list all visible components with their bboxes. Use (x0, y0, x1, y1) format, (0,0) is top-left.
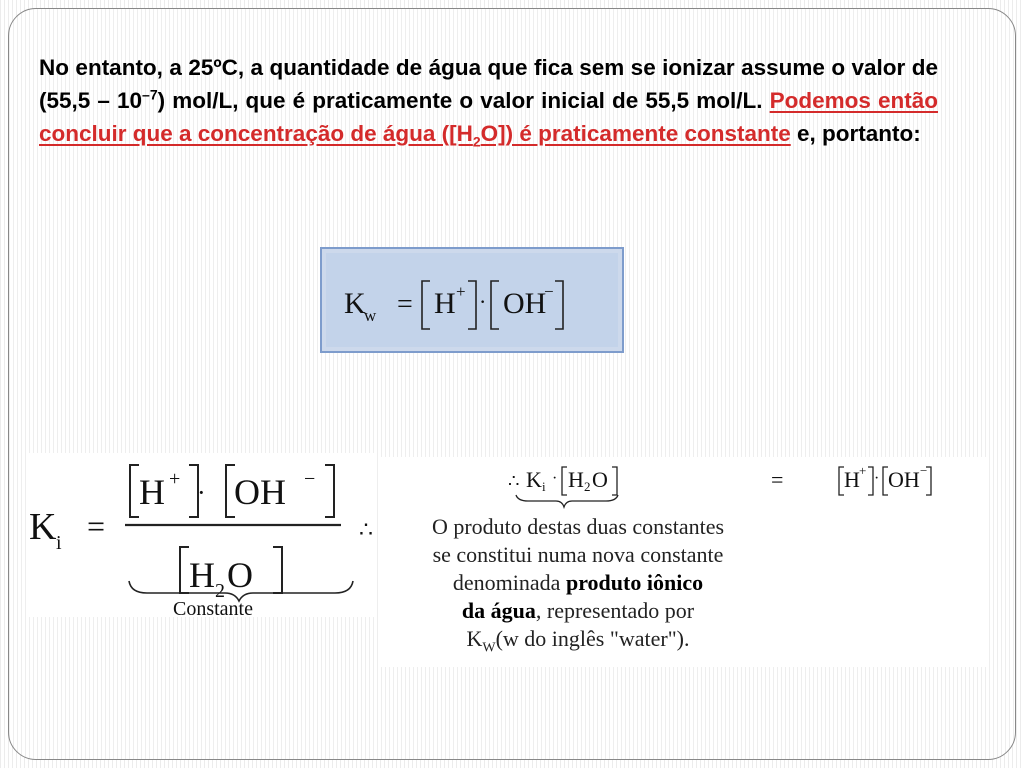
kw-equals: = (397, 289, 413, 320)
kw-dot: · (479, 289, 487, 314)
ki-dot: · (197, 478, 206, 507)
kw-OH: OH (503, 287, 547, 320)
description-line-2: se constitui numa nova constante (432, 542, 724, 567)
ki-bracket-left-3 (180, 547, 189, 593)
kw-plus: + (456, 282, 466, 301)
ki-bracket-right-3 (273, 547, 282, 593)
ki-formula (29, 453, 376, 617)
intro-paragraph (39, 51, 938, 150)
highlight-text-1: Podemos então concluir que a concentração de água ([H (39, 88, 939, 146)
product-underbrace (516, 495, 618, 507)
ki-bracket-right-2 (325, 465, 334, 517)
ki-K: K (29, 506, 57, 548)
kw-w-subscript: w (364, 306, 377, 325)
product-equals: = (771, 467, 784, 492)
highlight-text-2: O]) é praticamente constante (480, 121, 791, 146)
description-line-3 (378, 569, 778, 597)
product-minus: − (920, 463, 928, 478)
kw-bracket-right-2 (555, 281, 563, 329)
product-O: O (592, 467, 608, 492)
ki-formula-panel (29, 453, 376, 617)
ki-minus: − (304, 468, 316, 490)
description-line-5 (378, 625, 778, 662)
ki-therefore: ∴ (359, 517, 373, 542)
ki-brace-label: Constante (173, 598, 253, 617)
kw-bracket-right-1 (468, 281, 476, 329)
product-H: H (568, 467, 584, 492)
ki-H: H (139, 472, 165, 512)
product-plus: + (859, 463, 867, 478)
ki-bracket-left-1 (130, 465, 139, 517)
product-2: 2 (584, 479, 591, 494)
description-line-4 (378, 597, 778, 625)
description-kw-K: K (466, 626, 483, 651)
description-kw-w: W (482, 640, 496, 656)
description-line-4-post: , representado por (535, 598, 695, 623)
product-bracket-left-1 (562, 467, 567, 495)
description-panel (378, 457, 988, 667)
ki-OH: OH (234, 472, 286, 512)
kw-formula (322, 249, 622, 351)
intro-exponent: –7 (142, 86, 158, 103)
intro-text-2: ) mol/L, que é praticamente o valor inicial de 55,5 mol/L. (157, 88, 770, 113)
description-line-5-post: (w do inglês "water"). (495, 626, 690, 651)
ki-plus: + (169, 468, 181, 490)
description-line-3-bold: produto iônico (565, 570, 704, 595)
product-dot: · (552, 470, 558, 487)
product-line (378, 457, 988, 509)
product-therefore: ∴ (508, 471, 520, 491)
kw-K: K (344, 287, 366, 320)
description-line-1: O produto destas duas constantes (431, 514, 725, 539)
product-dot-2: · (874, 470, 880, 487)
kw-minus: − (544, 282, 554, 301)
description-text (378, 513, 778, 662)
kw-bracket-left-1 (422, 281, 430, 329)
product-OH: OH (888, 467, 920, 492)
product-K: K (526, 467, 542, 492)
product-i-subscript: i (542, 479, 546, 494)
kw-H: H (434, 287, 456, 320)
kw-bracket-left-2 (491, 281, 499, 329)
product-Hplus-H: H (844, 467, 860, 492)
ki-h2o-2: 2 (215, 580, 225, 602)
ki-h2o-O: O (227, 555, 253, 595)
highlight-subscript: 2 (472, 133, 481, 150)
slide-frame (8, 8, 1016, 760)
product-bracket-right-2 (868, 467, 873, 495)
intro-text-1: No entanto, a 25ºC, a quantidade de água que fica sem se ionizar assume o valor de (55,5 – 10 (39, 55, 938, 113)
intro-text-3: e, portanto: (790, 121, 921, 146)
description-line-3-pre: denominada (452, 570, 566, 595)
ki-h2o-H: H (189, 555, 215, 595)
ki-i-subscript: i (56, 532, 62, 554)
ki-equals: = (87, 508, 106, 544)
product-bracket-right-1 (612, 467, 617, 495)
description-line-4-bold: da água (461, 598, 536, 623)
kw-formula-box (320, 247, 624, 353)
